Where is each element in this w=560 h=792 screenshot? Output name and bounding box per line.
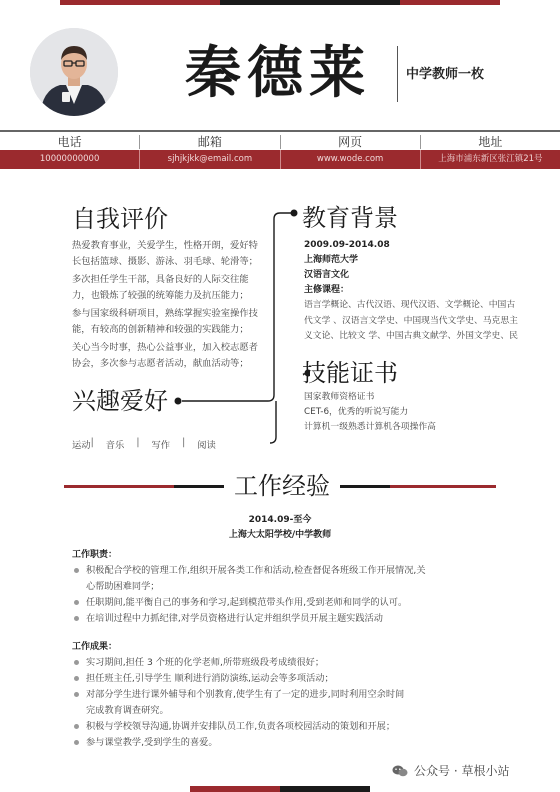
- self-eval-line: 长包括篮球、摄影、游泳、羽毛球、轮滑等；: [72, 255, 258, 267]
- work-period: 2014.09-至今: [248, 515, 312, 525]
- course-line: 义文论、比较文 学、中国古典文献学、外国文学史、民: [304, 331, 518, 341]
- certs-body: [304, 390, 524, 435]
- job-title: 中学教师一枚: [406, 67, 485, 82]
- person-portrait-icon: [30, 28, 118, 116]
- education-major: 汉语言文化: [304, 270, 350, 280]
- contact-label-web: 网页: [280, 135, 420, 149]
- result-item: 实习期间,担任 3 个班的化学老师,所带班级段考成绩很好；: [72, 655, 472, 671]
- self-eval-line: 参与国家级科研项目，熟练掌握实验室操作技: [72, 308, 258, 319]
- education-body: [304, 238, 522, 345]
- self-eval-line: 力，也锻炼了较强的统筹能力及抗压能力；: [72, 289, 249, 301]
- work-rule-left-dark: [174, 485, 224, 488]
- duty-item: 任职期间,能平衡自己的事务和学习,起到模范带头作用,受到老师和同学的认可。: [72, 595, 472, 611]
- contact-label-email: 邮箱: [139, 135, 279, 149]
- result-item: 积极与学校领导沟通,协调并安排队员工作,负责各项校园活动的策划和开展；: [72, 719, 472, 735]
- hobby-separator: |: [136, 437, 140, 448]
- self-eval-heading: 自我评价: [72, 205, 168, 233]
- hobbies-heading: 兴趣爱好: [72, 387, 168, 415]
- bottom-accent-bar: [190, 786, 280, 792]
- hobby-item: 写作: [151, 440, 171, 451]
- education-courses-label: 主修课程：: [304, 285, 350, 295]
- work-org: 上海大太阳学校/中学教师: [228, 530, 332, 540]
- duty-item: 积极配合学校的管理工作,组织开展各类工作和活动,检查督促各班级工作开展情况,关 心帮助困难同学；: [72, 563, 472, 595]
- work-heading: 工作经验: [234, 472, 330, 500]
- result-item: 参与课堂教学,受到学生的喜爱。: [72, 735, 472, 751]
- course-line: 代文学 、汉语言文学史、中国现当代文学史、马克思主: [304, 315, 518, 326]
- hobby-item: 音乐: [105, 440, 125, 451]
- cert-item: CET-6，优秀的听说写能力: [304, 407, 409, 417]
- work-header: [150, 513, 410, 543]
- header-divider: [397, 46, 398, 102]
- contact-address: 上海市浦东新区张江镇21号: [420, 150, 560, 169]
- work-results: [72, 640, 472, 751]
- hobby-item: 阅读: [197, 440, 216, 451]
- contact-web[interactable]: www.wode.com: [280, 150, 420, 169]
- education-school: 上海师范大学: [304, 255, 359, 265]
- course-line: 语言学概论、古代汉语、现代汉语、文学概论、中国古: [304, 300, 516, 310]
- education-period: 2009.09-2014.08: [304, 240, 390, 250]
- work-duties-label: 工作职责：: [72, 550, 118, 560]
- cert-item: 计算机一级熟悉计算机各项操作高: [304, 422, 436, 432]
- result-item: 对部分学生进行课外辅导和个别教育,使学生有了一定的进步,同时利用空余时间 完成教育调查研究。: [72, 687, 472, 719]
- education-courses: [304, 298, 522, 345]
- watermark-text: 公众号 · 草根小站: [414, 764, 510, 778]
- self-eval-line: 热爱教育事业，关爱学生，性格开朗，爱好特: [72, 240, 258, 251]
- contact-label-address: 地址: [420, 135, 560, 149]
- work-rule-left-accent: [64, 485, 174, 488]
- cert-item: 国家教师资格证书: [304, 392, 375, 402]
- watermark: [392, 762, 509, 779]
- education-heading: 教育背景: [302, 204, 398, 232]
- self-eval-line: 关心当今时事，热心公益事业，加入校志愿者: [72, 342, 258, 353]
- result-item: 担任班主任,引导学生 顺利进行消防演练,运动会等多项活动；: [72, 671, 472, 687]
- top-accent-bar: [60, 0, 220, 5]
- profile-photo: [30, 28, 118, 116]
- self-eval-body: [72, 238, 262, 371]
- work-results-label: 工作成果：: [72, 642, 118, 652]
- contact-values: [0, 150, 560, 169]
- duty-item: 在培训过程中力抓纪律,对学员资格进行认定并组织学员开展主题实践活动: [72, 611, 472, 627]
- contact-labels: [0, 135, 560, 149]
- hobby-separator: |: [90, 437, 94, 448]
- top-dark-bar: [220, 0, 400, 5]
- self-eval-line: 能，有较高的创新精神和较强的实践能力；: [72, 323, 249, 335]
- work-duties: [72, 548, 472, 627]
- certs-heading: 技能证书: [302, 359, 398, 387]
- hobbies-list: [72, 437, 252, 451]
- contact-label-phone: 电话: [57, 135, 82, 149]
- contact-phone[interactable]: 10000000000: [39, 154, 100, 164]
- top-accent-bar-right: [400, 0, 500, 5]
- wechat-icon: [392, 765, 408, 777]
- self-eval-line: 协会，多次参与志愿者活动，献血活动等；: [72, 357, 249, 369]
- candidate-name: 秦德莱: [185, 40, 371, 106]
- self-eval-line: 多次担任学生干部，具备良好的人际交往能: [72, 274, 249, 285]
- contact-email[interactable]: sjhjkjkk@email.com: [139, 150, 279, 169]
- contact-band-rule: [0, 130, 560, 132]
- hobby-separator: |: [182, 437, 186, 448]
- work-rule-right-dark: [340, 485, 390, 488]
- work-rule-right-accent: [390, 485, 496, 488]
- hobby-item: 运动: [72, 440, 91, 451]
- bottom-dark-bar: [280, 786, 370, 792]
